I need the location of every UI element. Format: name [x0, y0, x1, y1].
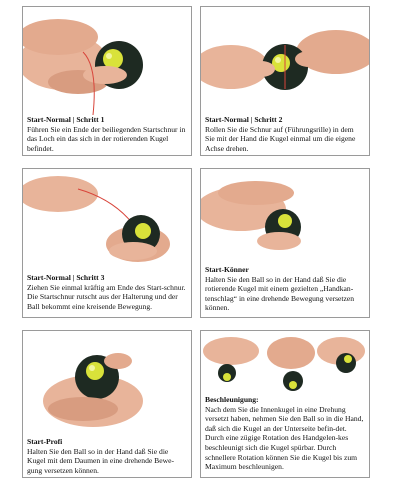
step-panel-4: [200, 168, 370, 318]
step-6-photo: [201, 331, 369, 397]
step-2-text: Rollen Sie die Schnur auf (Führungsrille) in dem Sie mit der Hand die Kugel einmal um die eigene Achse drehen.: [205, 124, 356, 153]
step-1-title: Start-Normal | Schritt 1: [27, 115, 105, 124]
step-3-title: Start-Normal | Schritt 3: [27, 273, 105, 282]
step-5-text: Halten Sie den Ball so in der Hand daß Sie die Kugel mit dem Daumen in eine drehende Bewe-gung versetzen können.: [27, 446, 174, 475]
step-1-photo: [23, 7, 191, 115]
step-4-photo: [201, 169, 369, 261]
step-5-photo: [23, 331, 191, 435]
step-5-title: Start-Profi: [27, 437, 63, 446]
step-4-title: Start-Könner: [205, 265, 249, 274]
step-panel-5: [22, 330, 192, 478]
step-3-photo: [23, 169, 191, 269]
step-3-text: Ziehen Sie einmal kräftig am Ende des Start-schnur. Die Startschnur rutscht aus der Halterung und der Ball bekommt eine kreisende Bewegung.: [27, 282, 186, 311]
step-2-title: Start-Normal | Schritt 2: [205, 115, 283, 124]
step-panel-6: [200, 330, 370, 478]
step-panel-3: [22, 168, 192, 318]
step-panel-2: [200, 6, 370, 156]
step-6-text: Nach dem Sie die Innenkugel in eine Drehung versetzt haben, nehmen Sie den Ball so in die Hand, daß sich die Kugel an der Unterseite befin-det. Durch eine zügige Rotation des Handgelen-kes beschleunigt sich die Kugel spürbar. Durch schnellere Rotation können Sie die Kugel bis zum Maximum beschleunigen.: [205, 404, 364, 472]
step-1-text: Führen Sie ein Ende der beiliegenden Startschnur in das Loch ein das sich in der rotierenden Kugel befindet.: [27, 124, 186, 153]
step-6-title: Beschleunigung:: [205, 395, 259, 404]
step-panel-1: [22, 6, 192, 156]
step-2-photo: [201, 7, 369, 115]
step-4-text: Halten Sie den Ball so in der Hand daß Sie die rotierende Kugel mit einem gezielten „Handkan-tenschlag“ in eine drehende Bewegung versetzen können.: [205, 274, 355, 313]
